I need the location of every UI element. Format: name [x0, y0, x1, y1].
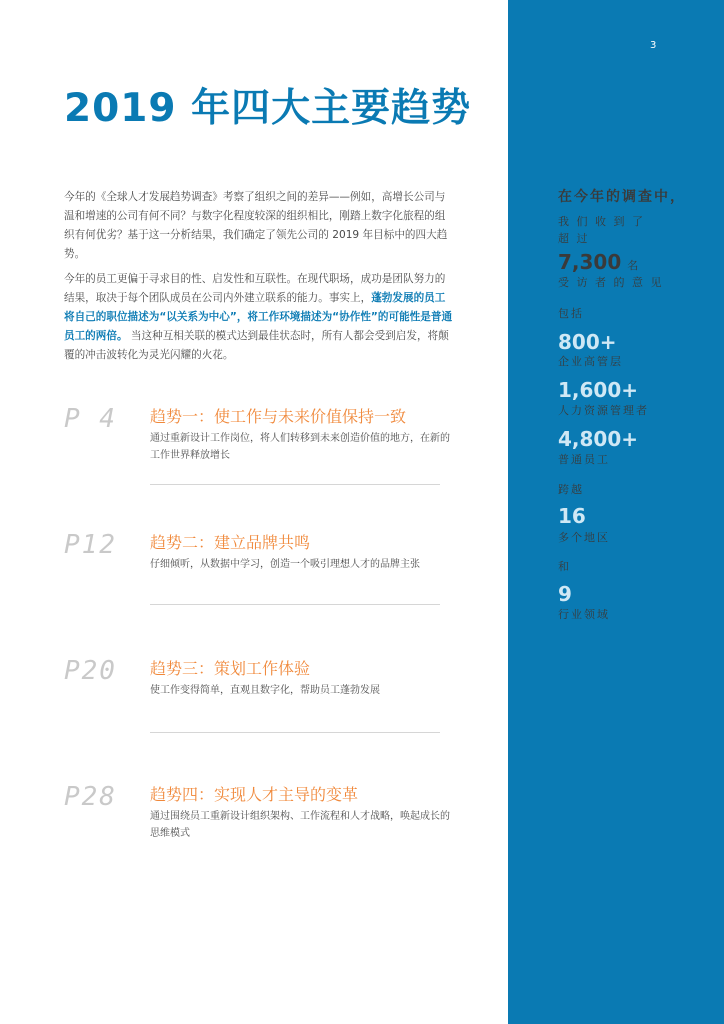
trend-title: 趋势三：策划工作体验 [150, 659, 311, 678]
respondents-label: 受 访 者 的 意 见 [558, 276, 664, 289]
trend-item-4[interactable] [64, 782, 450, 892]
hr-managers-label: 人力资源管理者 [558, 404, 649, 417]
industries-number: 9 [558, 582, 572, 606]
regions-number: 16 [558, 504, 586, 528]
trend-description: 通过重新设计工作岗位，将人们转移到未来创造价值的地方，在新的工作世界释放增长 [150, 433, 450, 461]
industries-label: 行业领域 [558, 608, 610, 621]
sidebar-including-label: 包括 [558, 307, 584, 320]
respondents-number: 7,300 [558, 250, 622, 274]
trend-description: 仔细倾听，从数据中学习，创造一个吸引理想人才的品牌主张 [150, 559, 420, 570]
divider [150, 484, 440, 485]
trend-item-2[interactable] [64, 530, 444, 640]
trend-description: 使工作变得简单，直观且数字化，帮助员工蓬勃发展 [150, 685, 380, 696]
hr-managers-number: 1,600+ [558, 378, 639, 402]
divider [150, 604, 440, 605]
executives-number: 800+ [558, 330, 617, 354]
intro-text-start: 今年的员工更偏于寻求目的性、启发性和互联性。在现代职场，成功是团队努力的结果，取决于每个团队成员在公司内外建立联系的能力。事实上， [64, 273, 446, 304]
respondents-stat [558, 250, 638, 274]
trend-title: 趋势四：实现人才主导的变革 [150, 785, 359, 804]
intro-paragraph-1: 今年的《全球人才发展趋势调查》考察了组织之间的差异——例如，高增长公司与温和增速的公司有何不同？与数字化程度较深的组织相比，刚踏上数字化旅程的组织有何优劣？基于这一分析结果，我们确定了领先公司的 2019 年目标中的四大趋势。 [64, 191, 448, 260]
sidebar-heading: 在今年的调查中， [558, 189, 686, 205]
trend-page-ref: P12 [64, 530, 117, 560]
respondents-unit: 名 [627, 259, 639, 272]
trend-item-1[interactable] [64, 404, 450, 514]
stats-sidebar [508, 0, 724, 1024]
divider [150, 732, 440, 733]
staff-label: 普通员工 [558, 453, 610, 466]
page-number: 3 [650, 40, 657, 51]
intro-highlight: 蓬勃发展的员工将自己的职位描述为“以关系为中心”，将工作环境描述为“协作性”的可能性是普通员工的两倍。 [64, 292, 453, 342]
regions-label: 多个地区 [558, 531, 610, 544]
sidebar-received-label: 我 们 收 到 了 [558, 215, 645, 228]
staff-number: 4,800+ [558, 427, 639, 451]
trend-item-3[interactable] [64, 656, 444, 766]
trend-page-ref: P20 [64, 656, 117, 686]
trend-description: 通过围绕员工重新设计组织架构、工作流程和人才战略，唤起成长的思维模式 [150, 811, 450, 839]
intro-paragraph-2 [64, 270, 454, 365]
executives-label: 企业高管层 [558, 355, 623, 368]
sidebar-and-label: 和 [558, 560, 571, 573]
trend-title: 趋势一：使工作与未来价值保持一致 [150, 407, 407, 426]
sidebar-across-label: 跨越 [558, 483, 584, 496]
sidebar-over-label: 超 过 [558, 232, 590, 245]
trend-title: 趋势二：建立品牌共鸣 [150, 533, 311, 552]
trend-page-ref: P28 [64, 782, 117, 812]
intro-text-end: 当这种互相关联的模式达到最佳状态时，所有人都会受到启发，将颠覆的冲击波转化为灵光闪耀的火花。 [64, 330, 449, 361]
page-title: 2019 年四大主要趋势 [64, 86, 472, 131]
trend-page-ref: P 4 [64, 404, 117, 434]
